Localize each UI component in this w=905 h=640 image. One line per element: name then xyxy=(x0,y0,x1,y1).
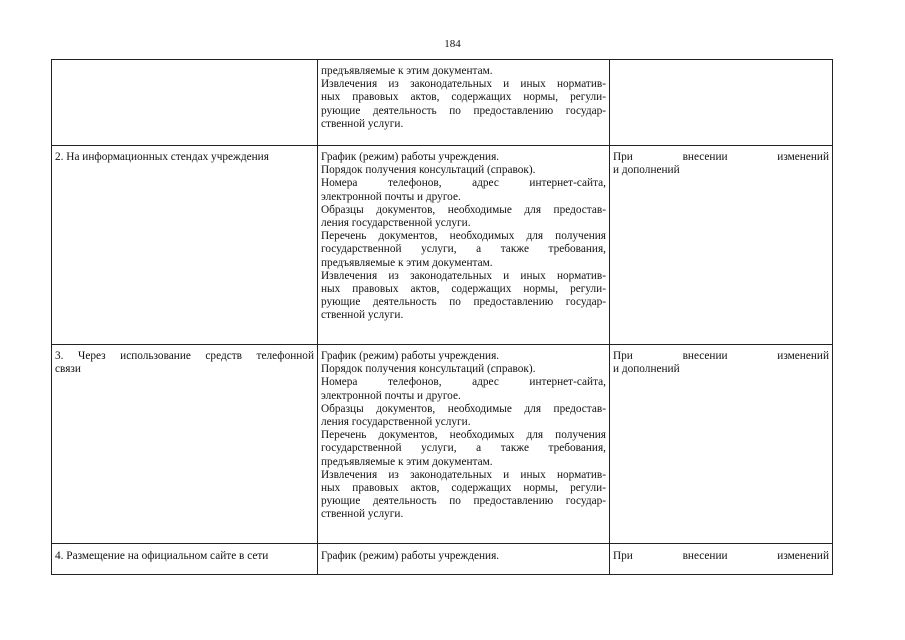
content-item xyxy=(321,151,606,164)
content-line: Порядок получения консультаций (справок). xyxy=(321,363,536,376)
cell-update xyxy=(610,544,833,575)
content-line: рующие деятельность по предоставлению государ- xyxy=(321,104,606,117)
content-line: рующие деятельность по предоставлению государ- xyxy=(321,495,606,508)
content-line: График (режим) работы учреждения. xyxy=(321,550,500,562)
content-line: ления государственной услуги. xyxy=(321,217,471,230)
content-line: ных правовых актов, содержащих нормы, регули- xyxy=(321,91,606,104)
update-line: и дополнений xyxy=(613,363,680,376)
update-line: При внесении изменений xyxy=(613,151,829,163)
content-line: Номера телефонов, адрес интернет-сайта, xyxy=(321,376,606,389)
content-line: ных правовых актов, содержащих нормы, регули- xyxy=(321,482,606,495)
content-item xyxy=(321,376,606,402)
content-item xyxy=(321,469,606,522)
cell-update xyxy=(610,60,833,146)
content-item xyxy=(321,65,606,78)
content-item xyxy=(321,204,606,230)
content-item xyxy=(321,350,606,363)
content-line: ственной услуги. xyxy=(321,508,404,521)
content-line: предъявляемые к этим документам. xyxy=(321,65,493,77)
content-line: предъявляемые к этим документам. xyxy=(321,455,493,468)
content-line: Номера телефонов, адрес интернет-сайта, xyxy=(321,177,606,190)
content-line: Перечень документов, необходимых для получения xyxy=(321,429,606,442)
cell-update xyxy=(610,146,833,345)
cell-place xyxy=(52,60,318,146)
place-line: связи xyxy=(55,363,81,376)
content-line: ления государственной услуги. xyxy=(321,416,471,429)
content-line: Перечень документов, необходимых для получения xyxy=(321,230,606,243)
table-row xyxy=(52,60,833,146)
cell-place xyxy=(52,544,318,575)
table-row xyxy=(52,146,833,345)
content-item xyxy=(321,363,606,376)
update-line: и дополнений xyxy=(613,164,680,177)
content-line: предъявляемые к этим документам. xyxy=(321,256,493,269)
content-item xyxy=(321,429,606,469)
content-line: государственной услуги, а также требования, xyxy=(321,442,606,455)
update-line: При внесении изменений xyxy=(613,350,829,362)
content-line: Образцы документов, необходимые для предостав- xyxy=(321,203,606,216)
content-item xyxy=(321,403,606,429)
table-row xyxy=(52,544,833,575)
content-line: ственной услуги. xyxy=(321,309,404,322)
content-item xyxy=(321,164,606,177)
content-line: государственной услуги, а также требования, xyxy=(321,243,606,256)
update-line: При внесении изменений xyxy=(613,550,829,562)
content-item xyxy=(321,550,606,563)
content-item xyxy=(321,78,606,131)
info-table xyxy=(51,59,833,575)
cell-content xyxy=(318,345,610,544)
content-line: ных правовых актов, содержащих нормы, регули- xyxy=(321,283,606,296)
table-body xyxy=(52,60,833,575)
content-line: График (режим) работы учреждения. xyxy=(321,151,500,163)
content-line: рующие деятельность по предоставлению государ- xyxy=(321,296,606,309)
place-line: 3. Через использование средств телефонной xyxy=(55,350,314,362)
content-line: ственной услуги. xyxy=(321,117,404,130)
page-number: 184 xyxy=(444,38,461,50)
content-line: Извлечения из законодательных и иных норматив- xyxy=(321,78,606,91)
content-line: Порядок получения консультаций (справок). xyxy=(321,164,536,177)
cell-place xyxy=(52,146,318,345)
cell-update xyxy=(610,345,833,544)
cell-content xyxy=(318,60,610,146)
cell-place xyxy=(52,345,318,544)
place-line: 2. На информационных стендах учреждения xyxy=(55,151,269,163)
content-line: График (режим) работы учреждения. xyxy=(321,350,500,362)
content-item xyxy=(321,230,606,270)
content-item xyxy=(321,270,606,323)
content-line: электронной почты и другое. xyxy=(321,389,461,402)
content-line: Извлечения из законодательных и иных норматив- xyxy=(321,468,606,481)
place-line: 4. Размещение на официальном сайте в сети xyxy=(55,550,269,562)
table-row xyxy=(52,345,833,544)
content-item xyxy=(321,177,606,203)
cell-content xyxy=(318,544,610,575)
cell-content xyxy=(318,146,610,345)
content-line: электронной почты и другое. xyxy=(321,190,461,203)
content-line: Извлечения из законодательных и иных норматив- xyxy=(321,269,606,282)
content-line: Образцы документов, необходимые для предостав- xyxy=(321,402,606,415)
